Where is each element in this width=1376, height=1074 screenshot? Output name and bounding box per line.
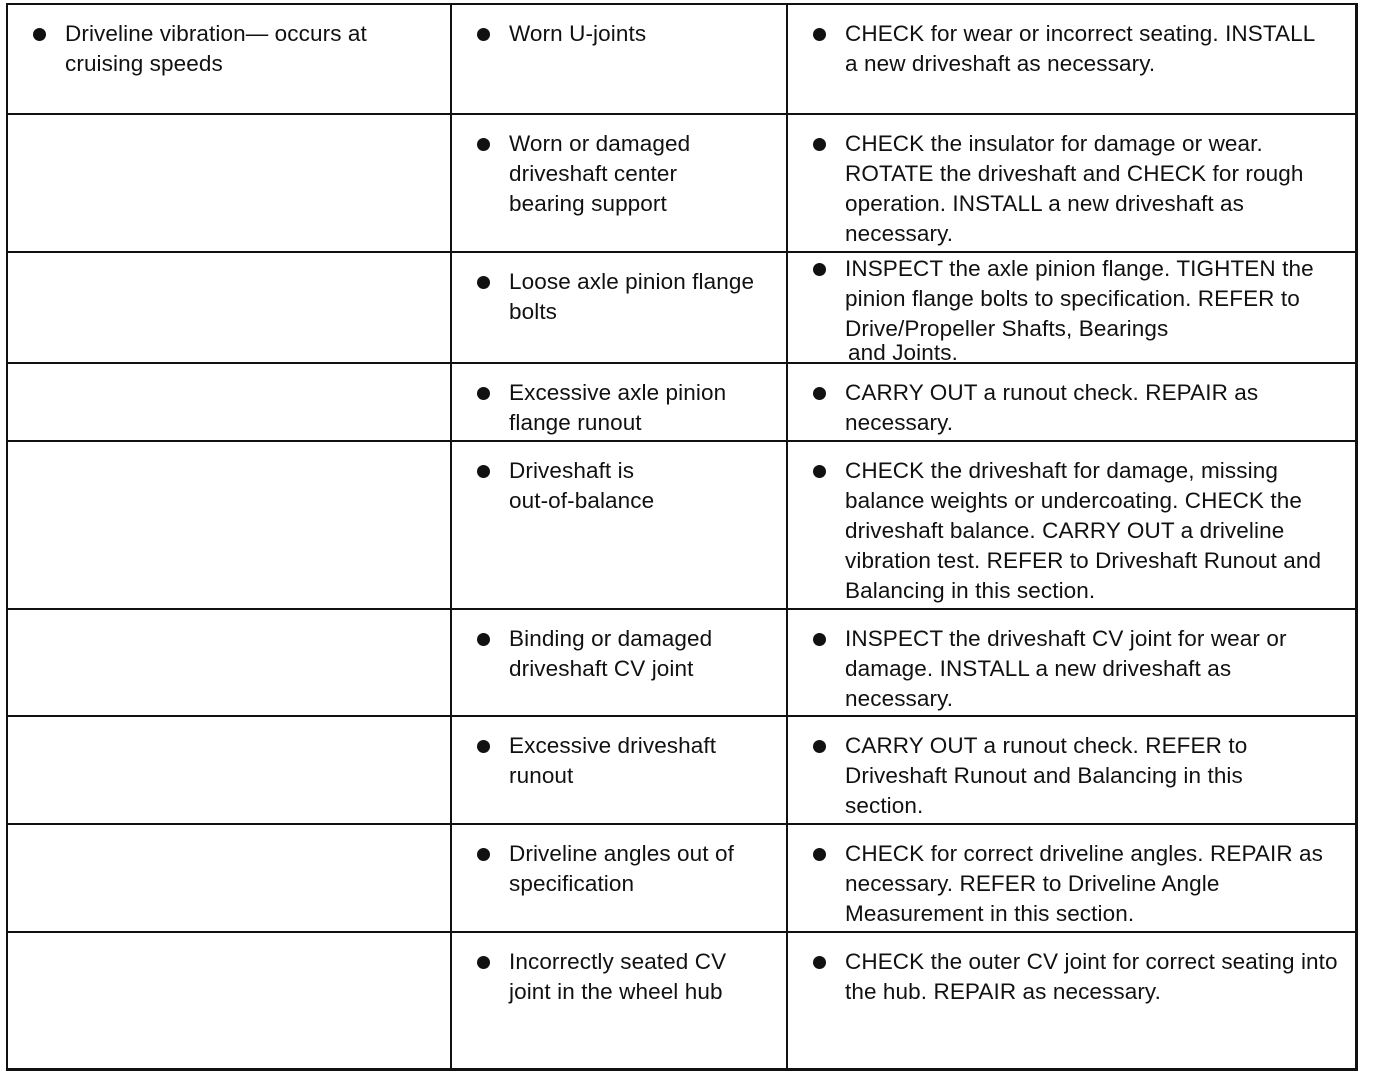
table-row (7, 824, 1356, 932)
cause-cell (451, 363, 787, 441)
table-row (7, 716, 1356, 824)
bullet-icon (813, 28, 826, 41)
bullet-icon (477, 633, 490, 646)
bullet-icon (813, 848, 826, 861)
cause-text: Driveline angles out of specification (509, 841, 734, 896)
bullet-icon (477, 848, 490, 861)
cause-cell (451, 824, 787, 932)
bullet-icon (813, 465, 826, 478)
action-cell (787, 4, 1356, 114)
cause-cell (451, 609, 787, 716)
bullet-icon (813, 633, 826, 646)
cause-cell (451, 252, 787, 363)
bullet-icon (33, 28, 46, 41)
action-text: CARRY OUT a runout check. REFER to Driveshaft Runout and Balancing in this section. (845, 733, 1248, 818)
action-text: INSPECT the axle pinion flange. TIGHTEN the pinion flange bolts to specification. REFER to Drive/Propeller Shafts, Bearings (845, 256, 1314, 341)
action-cell (787, 363, 1356, 441)
cause-text: Worn or damaged driveshaft center bearing support (509, 131, 691, 216)
cause-text: Driveshaft is out-of-balance (509, 458, 655, 513)
action-cell (787, 252, 1356, 363)
action-cell (787, 114, 1356, 252)
action-cell (787, 824, 1356, 932)
action-text: CHECK the driveshaft for damage, missing balance weights or undercoating. CHECK the driveshaft balance. CARRY OUT a driveline vibration test. REFER to Driveshaft Runout and Balancing in this section. (845, 458, 1322, 603)
action-cell (787, 441, 1356, 609)
symptom-cell-empty (7, 252, 451, 363)
bullet-icon (477, 138, 490, 151)
action-cell (787, 932, 1356, 1069)
cause-text: Worn U-joints (509, 21, 647, 46)
cause-text: Incorrectly seated CV joint in the wheel hub (509, 949, 727, 1004)
table-row (7, 252, 1356, 363)
table-row (7, 363, 1356, 441)
bullet-icon (813, 138, 826, 151)
action-cell (787, 609, 1356, 716)
bullet-icon (813, 263, 826, 276)
cause-cell (451, 716, 787, 824)
table-row (7, 441, 1356, 609)
action-text: CARRY OUT a runout check. REPAIR as necessary. (845, 380, 1259, 435)
bullet-icon (477, 28, 490, 41)
symptom-cell-empty (7, 441, 451, 609)
symptom-text: Driveline vibration— occurs at cruising speeds (65, 21, 367, 76)
cause-text: Excessive driveshaft runout (509, 733, 717, 788)
action-text: CHECK the outer CV joint for correct seating into the hub. REPAIR as necessary. (845, 949, 1338, 1004)
cause-cell (451, 932, 787, 1069)
bullet-icon (813, 387, 826, 400)
bullet-icon (813, 740, 826, 753)
diagnosis-table (6, 3, 1358, 1071)
bullet-icon (477, 465, 490, 478)
action-text: CHECK the insulator for damage or wear. ROTATE the driveshaft and CHECK for rough operation. INSTALL a new driveshaft as necessary. (845, 131, 1304, 246)
table-row (7, 932, 1356, 1069)
bullet-icon (477, 956, 490, 969)
bullet-icon (813, 956, 826, 969)
cause-cell (451, 114, 787, 252)
symptom-cell (7, 4, 451, 114)
symptom-cell-empty (7, 824, 451, 932)
action-cell (787, 716, 1356, 824)
symptom-cell-empty (7, 716, 451, 824)
cause-text: Excessive axle pinion flange runout (509, 380, 727, 435)
cause-text: Binding or damaged driveshaft CV joint (509, 626, 713, 681)
bullet-icon (477, 740, 490, 753)
symptom-cell-empty (7, 609, 451, 716)
action-text: CHECK for wear or incorrect seating. INSTALL a new driveshaft as necessary. (845, 21, 1315, 76)
cause-text: Loose axle pinion flange bolts (509, 269, 755, 324)
table-row (7, 114, 1356, 252)
symptom-cell-empty (7, 114, 451, 252)
bullet-icon (477, 276, 490, 289)
symptom-cell-empty (7, 363, 451, 441)
table-row (7, 609, 1356, 716)
action-text-tail: and Joints. (848, 340, 958, 365)
cause-cell (451, 4, 787, 114)
cause-cell (451, 441, 787, 609)
symptom-cell-empty (7, 932, 451, 1069)
action-text: CHECK for correct driveline angles. REPAIR as necessary. REFER to Driveline Angle Measurement in this section. (845, 841, 1323, 926)
bullet-icon (477, 387, 490, 400)
diagnosis-table-container (6, 3, 1358, 1071)
table-row (7, 4, 1356, 114)
action-text: INSPECT the driveshaft CV joint for wear or damage. INSTALL a new driveshaft as necessary. (845, 626, 1287, 711)
